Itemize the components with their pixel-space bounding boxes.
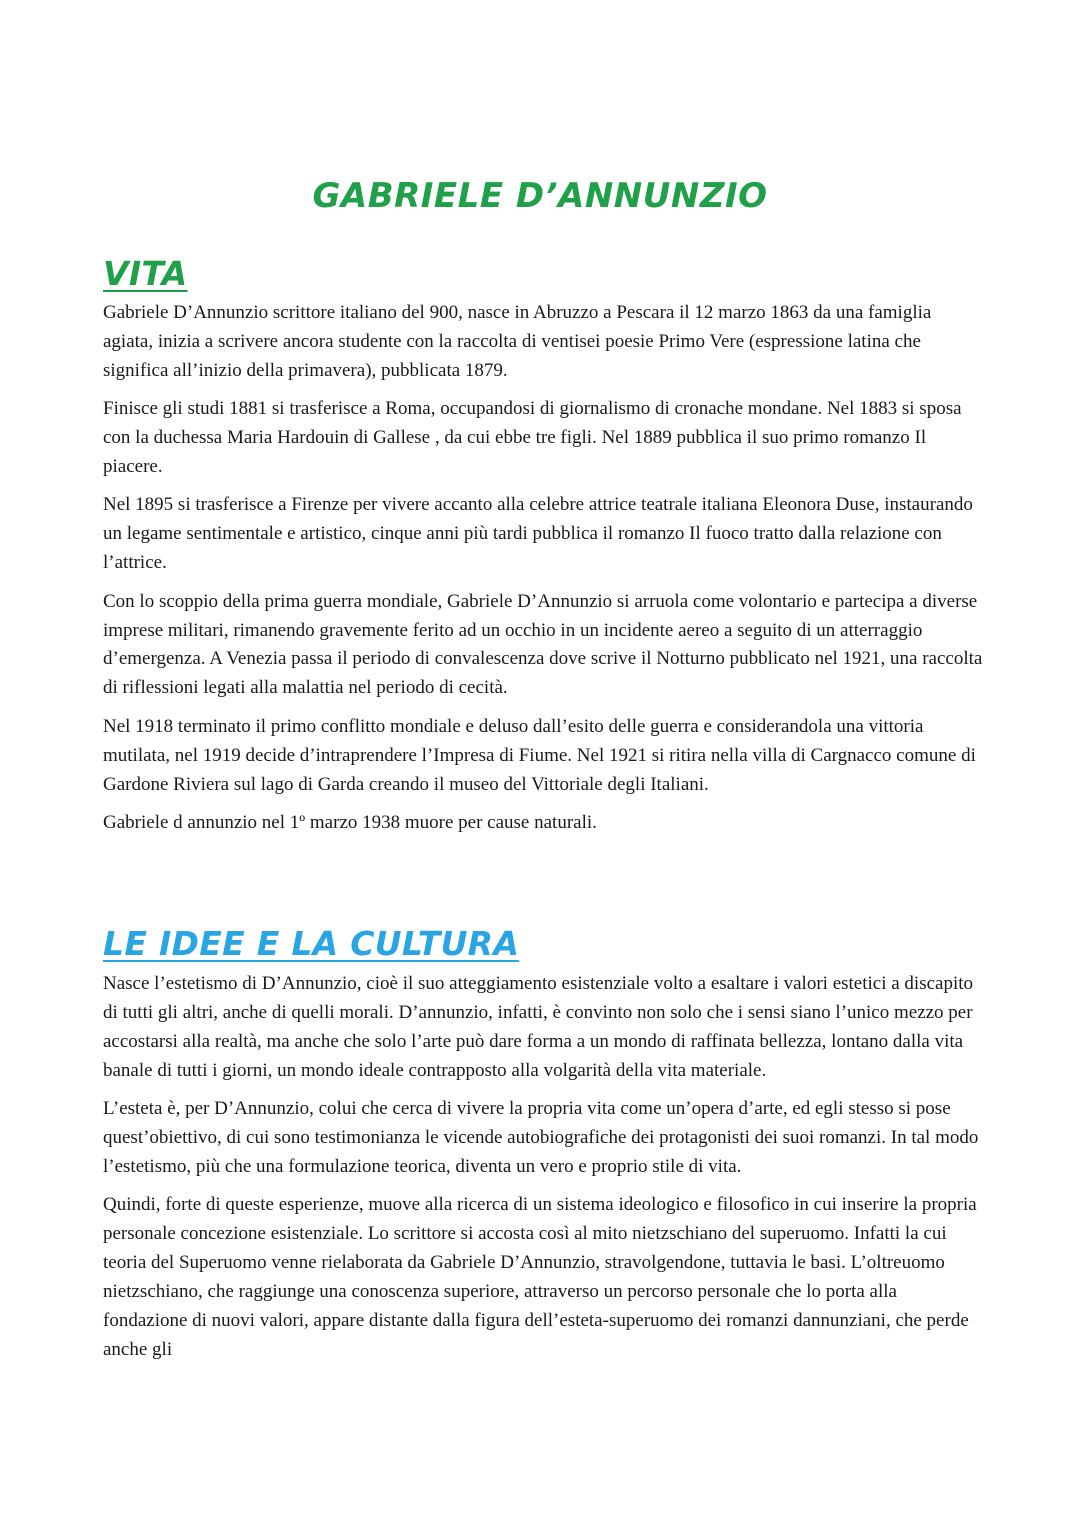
document-title: GABRIELE D’ANNUNZIO: [312, 176, 768, 216]
section-body-idee-cultura: [103, 970, 983, 1374]
paragraph: Gabriele D’Annunzio scrittore italiano del 900, nasce in Abruzzo a Pescara il 12 marzo 1863 da una famiglia agiata, inizia a scrivere ancora studente con la raccolta di ventisei poesie Primo Vere (espressione latina che significa all’inizio della primavera), pubblicata 1879.: [103, 302, 932, 381]
section-heading-vita: VITA: [103, 254, 188, 293]
paragraph: Finisce gli studi 1881 si trasferisce a Roma, occupandosi di giornalismo di cronache mondane. Nel 1883 si sposa con la duchessa Maria Hardouin di Gallese , da cui ebbe tre figli. Nel 1889 pubblica il suo primo romanzo Il piacere.: [103, 398, 962, 478]
paragraph: Con lo scoppio della prima guerra mondiale, Gabriele D’Annunzio si arruola come volontario e partecipa a diverse imprese militari, rimanendo gravemente ferito ad un occhio in un incidente aereo a seguito di un atterraggio d’emergenza. A Venezia passa il periodo di convalescenza dove scrive il Notturno pubblicato nel 1921, una raccolta di riflessioni legati alla malattia nel periodo di cecità.: [103, 590, 983, 699]
paragraph: Nasce l’estetismo di D’Annunzio, cioè il suo atteggiamento esistenziale volto a esaltare i valori estetici a discapito di tutti gli altri, anche di quelli morali. D’annunzio, infatti, è convinto non solo che i sensi siano l’unico mezzo per accostarsi alla realtà, ma anche che solo l’arte può dare forma a un mondo di raffinata bellezza, lontano dalla vita banale di tutti i giorni, un mondo ideale contrapposto alla volgarità della vita materiale.: [103, 973, 974, 1081]
paragraph: Nel 1895 si trasferisce a Firenze per vivere accanto alla celebre attrice teatrale italiana Eleonora Duse, instaurando un legame sentimentale e artistico, cinque anni più tardi pubblica il romanzo Il fuoco tratto dalla relazione con l’attrice.: [103, 494, 973, 574]
paragraph: Gabriele d annunzio nel 1º marzo 1938 muore per cause naturali.: [103, 812, 597, 833]
paragraph: Quindi, forte di queste esperienze, muove alla ricerca di un sistema ideologico e filosofico in cui inserire la propria personale concezione esistenziale. Lo scrittore si accosta così al mito nietzschiano del superuomo. Infatti la cui teoria del Superuomo venne rielaborata da Gabriele D’Annunzio, stravolgendone, tuttavia le basi. L’oltreuomo nietzschiano, che raggiunge una conoscenza superiore, attraverso un percorso personale che lo porta alla fondazione di nuovi valori, appare distante dalla figura dell’esteta-superuomo dei romanzi dannunziani, che perde anche gli: [103, 1194, 977, 1360]
paragraph: L’esteta è, per D’Annunzio, colui che cerca di vivere la propria vita come un’opera d’arte, ed egli stesso si pose quest’obiettivo, di cui sono testimonianza le vicende autobiografiche dei protagonisti dei suoi romanzi. In tal modo l’estetismo, più che una formulazione teorica, diventa un vero e proprio stile di vita.: [103, 1098, 979, 1177]
paragraph: Nel 1918 terminato il primo conflitto mondiale e deluso dall’esito delle guerra e considerandola una vittoria mutilata, nel 1919 decide d’intraprendere l’Impresa di Fiume. Nel 1921 si ritira nella villa di Cargnacco comune di Gardone Riviera sul lago di Garda creando il museo del Vittoriale degli Italiani.: [103, 715, 976, 795]
section-heading-idee-cultura: LE IDEE E LA CULTURA: [103, 924, 520, 963]
section-body-vita: [103, 299, 983, 847]
